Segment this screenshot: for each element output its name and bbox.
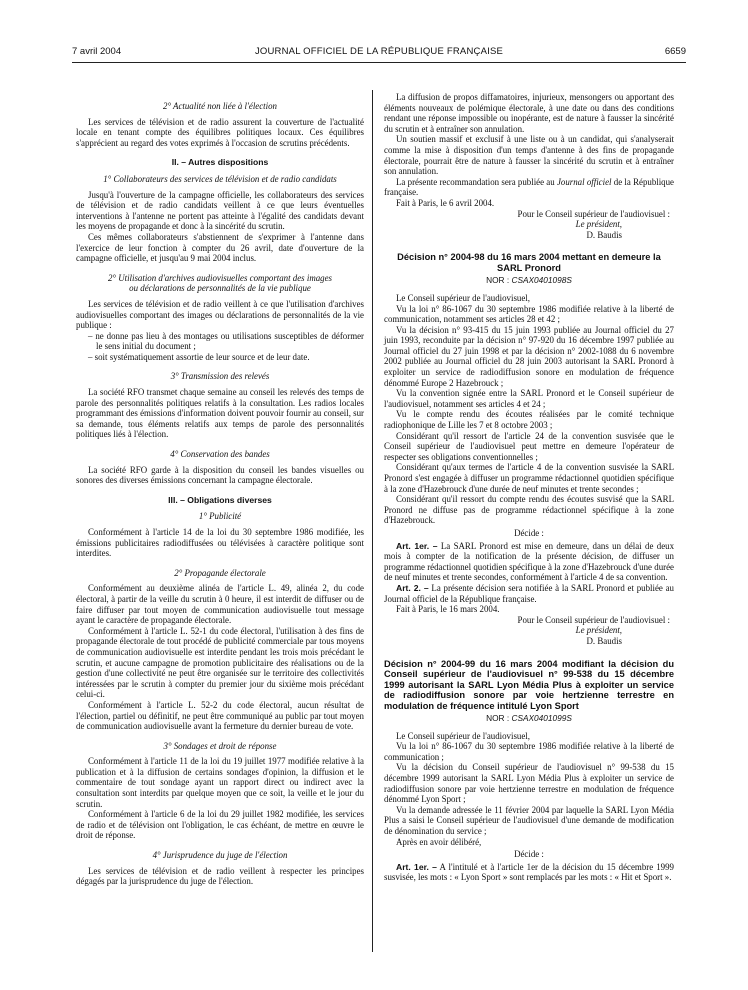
paragraph: Les services de télévision et de radio veillent à respecter les principes dégagés par la jurisprudence du juge de l'élection. <box>76 865 364 887</box>
date-line: Fait à Paris, le 6 avril 2004. <box>396 197 495 208</box>
article <box>384 583 674 604</box>
paragraph: Conformément à l'article 14 de la loi du 30 septembre 1986 modifiée, les émissions publicitaires radiodiffusées ou télévisées à caractère politique sont interdites. <box>76 527 364 559</box>
paragraph: Après en avoir délibéré, <box>396 836 482 847</box>
date-line: Fait à Paris, le 16 mars 2004. <box>396 604 500 615</box>
decision-title: Décision n° 2004-99 du 16 mars 2004 modifiant la décision du Conseil supérieur de l'audiovisuel n° 99-538 du 15 décembre 1999 autorisant la SARL Lyon Média Plus à exploiter un service de radiodiffusion sonore par voie hertzienne terrestre en modulation de fréquence intitulé Lyon Sport <box>384 658 674 711</box>
paragraph: Considérant qu'aux termes de l'article 4 de la convention susvisée la SARL Pronord s'est engagée à diffuser un programme rédactionnel quotidien spécifique à la zone d'Hazebrouck d'une durée de neuf minutes et trente secondes ; <box>384 462 674 494</box>
paragraph: Conformément au deuxième alinéa de l'article L. 49, alinéa 2, du code électoral, à partir de la veille du scrutin à 0 heure, il est interdit de diffuser ou de faire diffuser par tout moyen de communication audiovisuelle tout message ayant le caractère de propagande électorale. <box>76 583 364 626</box>
left-column <box>76 92 364 887</box>
section-title: 3° Sondages et droit de réponse <box>163 740 277 751</box>
article-label: Art. 1er. – <box>396 861 437 872</box>
signature-role: Le président, <box>575 625 622 636</box>
column-divider <box>372 90 373 952</box>
section-title: 3° Transmission des relevés <box>170 371 270 382</box>
paragraph: Conformément à l'article 11 de la loi du 19 juillet 1977 modifiée relative à la publication et à la diffusion de certains sondages d'opinion, la diffusion et le commentaire de tout sondage ayant un rapport direct ou indirect avec la consultation sont interdits par quelque moyen que ce soit, la veille et le jour du scrutin. <box>76 756 364 809</box>
paragraph: Vu la décision du Conseil supérieur de l'audiovisuel n° 99-538 du 15 décembre 1999 autorisant la SARL Lyon Média Plus à exploiter un service de radiodiffusion sonore par voie hertzienne terrestre en modulation de fréquence dénommé Lyon Sport ; <box>384 762 674 805</box>
decide-label: Décide : <box>514 849 544 860</box>
text-run: La présente recommandation sera publiée au <box>396 176 557 187</box>
section-heading: II. – Autres dispositions <box>171 157 269 168</box>
paragraph: Vu le compte rendu des écoutes réalisées par le comité technique radiophonique de Lille les 7 et 8 octobre 2003 ; <box>384 409 674 431</box>
page-header <box>72 46 686 62</box>
article-text: La SARL Pronord est mise en demeure, dans un délai de deux mois à compter de la notification de la présente décision, de diffuser un programme rédactionnel quotidien spécifique à la zone d'Hazebrouck d'une durée de neuf minutes et trente secondes, conformément à l'article 4 de sa convention. <box>384 540 675 583</box>
nor-value: CSAX0401098S <box>511 275 572 286</box>
section-title: 4° Conservation des bandes <box>170 449 270 460</box>
paragraph: Vu la loi n° 86-1067 du 30 septembre 1986 modifiée relative à la liberté de communication, notamment ses articles 28 et 42 ; <box>384 303 674 325</box>
nor-label: NOR : <box>486 713 512 723</box>
signature-for: Pour le Conseil supérieur de l'audiovisuel : <box>517 208 670 219</box>
paragraph: La société RFO transmet chaque semaine au conseil les relevés des temps de parole des personnalités politiques relatifs à la consultation. Les radios locales programmant des émissions d'information doivent pouvoir fournir au conseil, sur sa demande, tous éléments relatifs aux temps de parole des personnalités politiques liés à l'élection. <box>76 387 365 440</box>
section-title: 2° Propagande électorale <box>174 567 266 578</box>
header-journal-title: JOURNAL OFFICIEL DE LA RÉPUBLIQUE FRANÇAISE <box>254 46 504 57</box>
journal-name: Journal officiel <box>556 176 612 187</box>
text-run: de la République française. <box>384 176 675 198</box>
section-title: 4° Jurisprudence du juge de l'élection <box>152 850 288 861</box>
paragraph: Considérant qu'il ressort de l'article 24 de la convention susvisée que le Conseil supérieur de l'audiovisuel peut mettre en demeure l'opérateur de respecter ses obligations conventionnelles ; <box>384 430 674 462</box>
paragraph: Les services de télévision et de radio assurent la couverture de l'actualité locale en tenant compte des équilibres politiques locaux. Ces équilibres s'apprécient au regard des votes exprimés à l'occasion de scrutins précédents. <box>76 116 364 148</box>
header-rule <box>72 62 686 63</box>
section-title: 2° Utilisation d'archives audiovisuelles comportant des images <box>107 272 332 283</box>
signature-for: Pour le Conseil supérieur de l'audiovisuel : <box>517 614 670 625</box>
section-title: 1° Collaborateurs des services de télévision et de radio candidats <box>103 173 337 184</box>
paragraph: Le Conseil supérieur de l'audiovisuel, <box>396 292 530 303</box>
section-title: 1° Publicité <box>198 511 242 522</box>
nor-reference <box>384 713 674 724</box>
right-column <box>384 92 674 883</box>
signature-role: Le président, <box>575 219 622 230</box>
paragraph: Vu la convention signée entre la SARL Pronord et le Conseil supérieur de l'audiovisuel, notamment ses articles 4 et 24 ; <box>384 388 674 409</box>
list-item: – ne donne pas lieu à des montages ou utilisations susceptibles de déformer le sens initial du document ; <box>88 330 364 352</box>
section-title: ou déclarations de personnalités de la vie publique <box>129 283 311 294</box>
decide-label: Décide : <box>514 527 544 538</box>
bullet-list <box>76 331 364 363</box>
paragraph: Vu la loi n° 86-1067 du 30 septembre 1986 modifiée relative à la liberté de communication ; <box>384 741 674 762</box>
article-label: Art. 2. – <box>396 582 429 593</box>
paragraph: Conformément à l'article L. 52-1 du code électoral, l'utilisation à des fins de propagande électorale de tout procédé de publicité commerciale par tous moyens de communication audiovisuelle est interdite pendant les trois mois précédant le scrutin, et aucune campagne de promotion publicitaire des réalisations ou de la gestion d'une collectivité ne peut être organisée sur le territoire des collectivités intéressées par le scrutin à compter du premier jour du sixième mois précédant celui-ci. <box>76 625 364 700</box>
paragraph: Les services de télévision et de radio veillent à ce que l'utilisation d'archives audiovisuelles comportant des images ou déclarations de personnalités de la vie publique : <box>76 298 364 331</box>
signature-name: D. Baudis <box>586 229 622 240</box>
paragraph: Vu la demande adressée le 11 février 2004 par laquelle la SARL Lyon Média Plus a saisi le Conseil supérieur de l'audiovisuel d'une demande de modification de dénomination du service ; <box>384 804 674 836</box>
paragraph: Considérant qu'il ressort du compte rendu des écoutes susvisé que la SARL Pronord ne diffuse pas de programme rédactionnel spécifique à la zone d'Hazebrouck. <box>384 494 674 526</box>
paragraph: La société RFO garde à la disposition du conseil les bandes visuelles ou sonores des diverses émissions concernant la campagne électorale. <box>76 464 364 486</box>
paragraph <box>384 177 674 198</box>
signature-name: D. Baudis <box>586 635 622 646</box>
section-heading: III. – Obligations diverses <box>168 494 272 505</box>
article-label: Art. 1er. – <box>396 540 438 551</box>
nor-label: NOR : <box>486 275 512 286</box>
header-date: 7 avril 2004 <box>72 46 122 57</box>
nor-reference <box>384 275 674 286</box>
decision-title: Décision n° 2004-98 du 16 mars 2004 mettant en demeure la SARL Pronord <box>397 252 661 273</box>
article-text: La présente décision sera notifiée à la SARL Pronord et publiée au Journal officiel de la République française. <box>384 582 674 604</box>
paragraph: Vu la décision n° 93-415 du 15 juin 1993 publiée au Journal officiel du 27 juin 1993, reconduite par la décision n° 97-920 du 16 décembre 1997 publiée au Journal officiel du 27 juin 1998 et par la décision n° 2002-1088 du 6 novembre 2002 publiée au Journal officiel du 28 juin 2003 autorisant la SARL Pronord à exploiter un service de radiodiffusion sonore en modulation de fréquence dénommé Europe 2 Hazebrouck ; <box>384 324 674 388</box>
paragraph: Le Conseil supérieur de l'audiovisuel, <box>396 730 530 741</box>
paragraph: Conformément à l'article L. 52-2 du code électoral, aucun résultat de l'élection, partiel ou définitif, ne peut être communiqué au public par tout moyen de communication audiovisuelle avant la fermeture du dernier bureau de vote. <box>76 699 364 732</box>
paragraph: La diffusion de propos diffamatoires, injurieux, mensongers ou apportant des éléments nouveaux de polémique électorale, à une date ou dans des conditions rendant une réponse impossible ou inopérante, est de nature à fausser la sincérité du scrutin et à entraîner son annulation. <box>384 92 674 134</box>
article <box>384 862 674 883</box>
section-title: 2° Actualité non liée à l'élection <box>163 101 277 111</box>
paragraph: Jusqu'à l'ouverture de la campagne officielle, les collaborateurs des services de télévision et de radio candidats veillent à ce que leurs éventuelles interventions à l'antenne ne portent pas atteinte à l'égalité des candidats devant les moyens de propagande et donc à la sincérité du scrutin. <box>76 189 364 232</box>
list-item: – soit systématiquement assortie de leur source et de leur date. <box>88 351 310 362</box>
article-text: A l'intitulé et à l'article 1er de la décision du 15 décembre 1999 susvisée, les mots : « Lyon Sport » sont remplacés par les mots : « Hit et Sport ». <box>384 861 674 883</box>
header-page-number: 6659 <box>664 46 686 57</box>
paragraph: Ces mêmes collaborateurs s'abstiennent de s'exprimer à l'antenne dans l'exercice de leur fonction à compter du 26 avril, date d'ouverture de la campagne officielle, et jusqu'au 9 mai 2004 inclus. <box>76 231 364 264</box>
paragraph: Un soutien massif et exclusif à une liste ou à un candidat, qui s'analyserait comme la mise à disposition d'un temps d'antenne à des fins de propagande électorale, pourrait être de nature à fausser la sincérité du scrutin et à entraîner son annulation. <box>384 134 674 177</box>
nor-value: CSAX0401099S <box>511 713 572 723</box>
article <box>384 541 674 583</box>
paragraph: Conformément à l'article 6 de la loi du 29 juillet 1982 modifiée, les services de radio et de télévision ont l'obligation, le cas échéant, de mettre en œuvre le droit de réponse. <box>76 809 364 841</box>
